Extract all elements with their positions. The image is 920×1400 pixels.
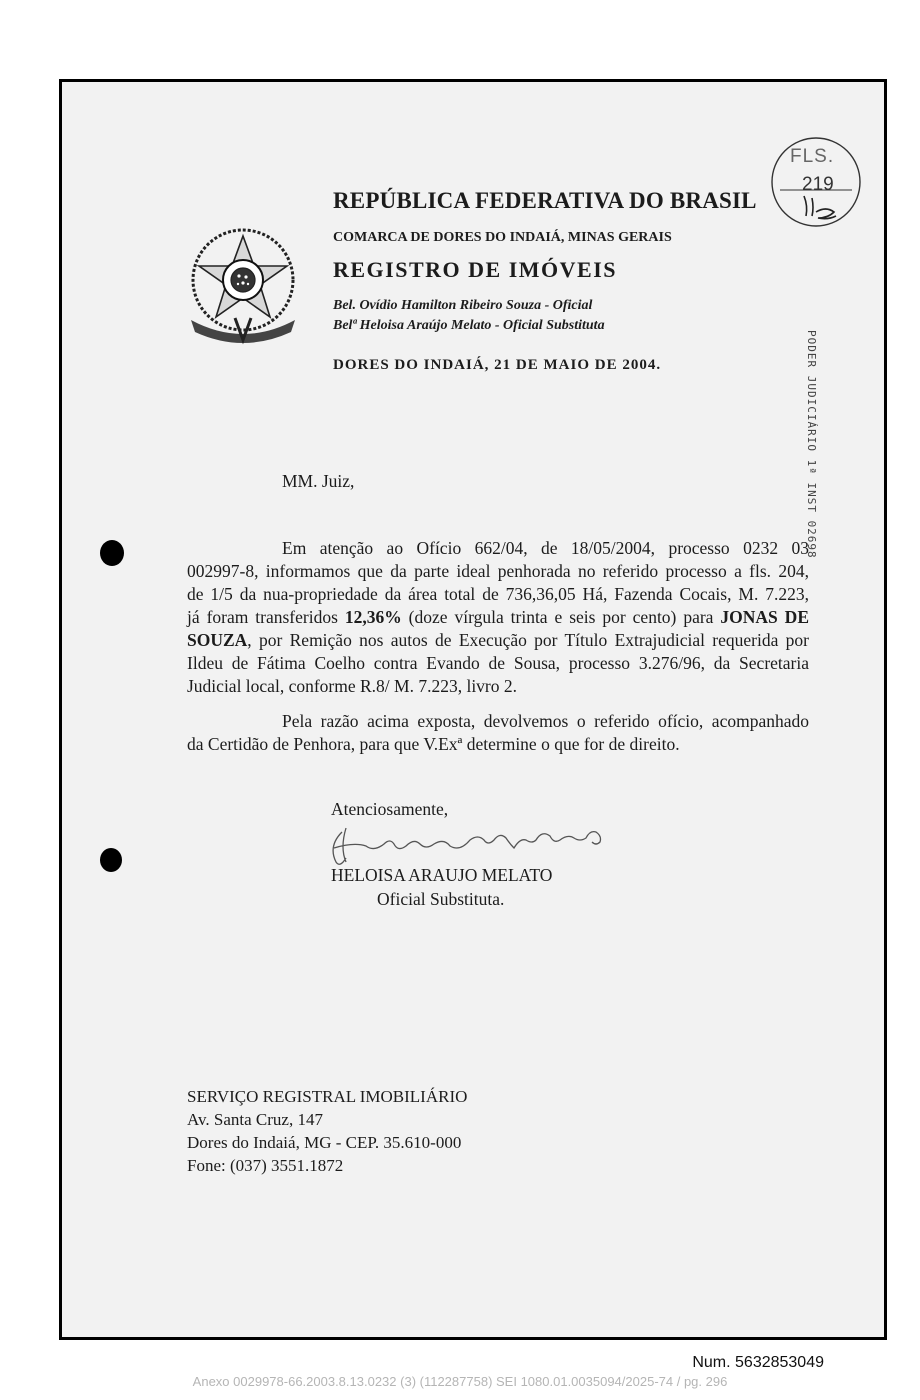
paragraph-1-line-5: SOUZA, por Remição nos autos de Execução por Título Extrajudicial requerida por	[187, 630, 809, 650]
coat-of-arms-emblem	[183, 222, 303, 346]
annex-metadata: Anexo 0029978-66.2003.8.13.0232 (3) (112287758) SEI 1080.01.0035094/2025-74 / pg. 296	[192, 1374, 728, 1389]
document-number: Num. 5632853049	[692, 1354, 824, 1371]
paragraph-1-line-1: Em atenção ao Ofício 662/04, de 18/05/2004, processo 0232 03	[282, 538, 809, 558]
paragraph-1-line-7: Judicial local, conforme R.8/ M. 7.223, livro 2.	[187, 676, 518, 696]
paragraph-1-line-3: de 1/5 da nua-propriedade da área total de 736,36,05 Há, Fazenda Cocais, M. 7.223,	[187, 584, 809, 604]
fls-stamp-number: 219	[802, 174, 834, 195]
paragraph-1-line-2: 002997-8, informamos que da parte ideal penhorada no referido processo a fls. 204,	[187, 561, 809, 581]
comarca-line: COMARCA DE DORES DO INDAIÁ, MINAS GERAIS	[333, 230, 672, 245]
judicial-side-stamp: PODER JUDICIÁRIO 1ª INST 02698	[805, 330, 818, 559]
registry-heading: REGISTRO DE IMÓVEIS	[333, 257, 618, 282]
signer-name: HELOISA ARAUJO MELATO	[331, 865, 553, 885]
paragraph-2-line-1: Pela razão acima exposta, devolvemos o referido ofício, acompanhado	[282, 711, 809, 731]
paragraph-2	[187, 710, 809, 756]
address-line-1: SERVIÇO REGISTRAL IMOBILIÁRIO	[187, 1087, 468, 1106]
signer-title: Oficial Substituta.	[377, 889, 505, 909]
address-line-2: Av. Santa Cruz, 147	[187, 1110, 323, 1129]
paragraph-1-line-6: Ildeu de Fátima Coelho contra Evando de Sousa, processo 3.276/96, da Secretaria	[187, 653, 809, 673]
paragraph-2-line-2: da Certidão de Penhora, para que V.Exª determine o que for de direito.	[187, 734, 680, 754]
officer-line-1: Bel. Ovídio Hamilton Ribeiro Souza - Oficial	[333, 298, 593, 313]
closing: Atenciosamente,	[331, 799, 449, 819]
punch-hole-bottom	[100, 848, 122, 872]
paragraph-1	[187, 537, 809, 698]
republic-heading: REPÚBLICA FEDERATIVA DO BRASIL	[333, 188, 757, 213]
address-line-4: Fone: (037) 3551.1872	[187, 1156, 344, 1175]
document-date: DORES DO INDAIÁ, 21 DE MAIO DE 2004.	[333, 357, 662, 373]
punch-hole-top	[100, 540, 124, 566]
salutation: MM. Juiz,	[282, 471, 355, 491]
officer-line-2: Belª Heloisa Araújo Melato - Oficial Substituta	[333, 318, 605, 333]
fls-stamp-label: FLS.	[790, 146, 835, 167]
address-line-3: Dores do Indaiá, MG - CEP. 35.610-000	[187, 1133, 462, 1152]
paragraph-1-line-4: já foram transferidos 12,36% (doze vírgula trinta e seis por cento) para JONAS DE	[187, 607, 809, 627]
